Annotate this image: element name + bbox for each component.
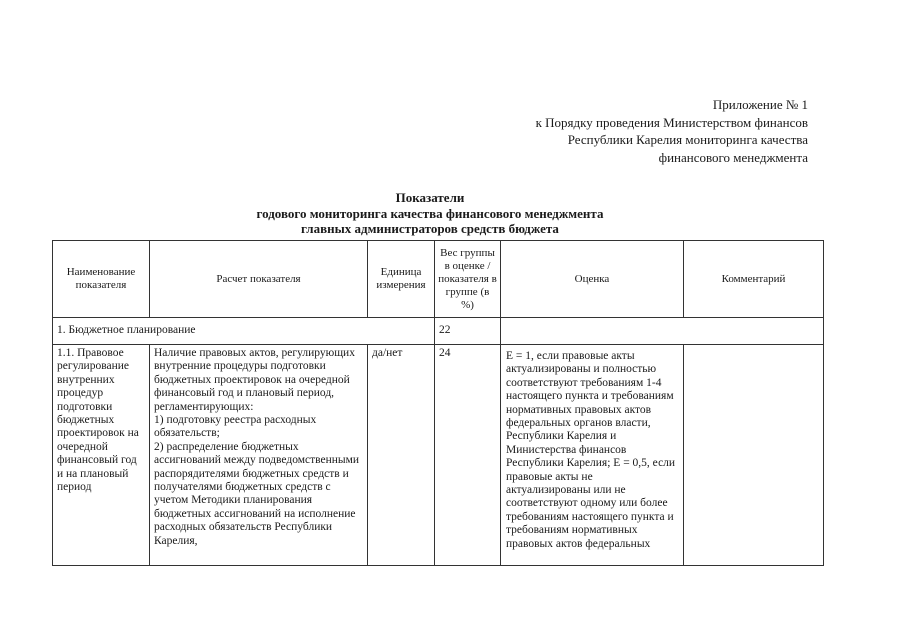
title-line: Показатели <box>395 190 465 205</box>
section-label: 1. Бюджетное планирование <box>53 318 435 345</box>
indicator-comment <box>684 345 824 566</box>
header-unit: Единица измерения <box>368 241 435 318</box>
header-name: Наименование показателя <box>53 241 150 318</box>
indicator-weight: 24 <box>435 345 501 566</box>
appendix-line: Приложение № 1 <box>712 97 808 112</box>
indicator-calc <box>150 345 368 566</box>
table-row <box>53 345 824 566</box>
appendix-line: к Порядку проведения Министерством финансов <box>535 114 808 130</box>
appendix-line: Республики Карелия мониторинга качества <box>567 132 808 147</box>
header-score: Оценка <box>501 241 684 318</box>
appendix-header <box>448 96 808 166</box>
header-calc: Расчет показателя <box>150 241 368 318</box>
calc-paragraph: 1) подготовку реестра расходных обязательств; <box>154 414 317 440</box>
section-weight: 22 <box>435 318 501 345</box>
title-line: годового мониторинга качества финансового менеджмента <box>256 205 604 221</box>
title-line: главных администраторов средств бюджета <box>301 221 559 236</box>
document-title <box>0 190 860 237</box>
indicators-table <box>52 240 824 566</box>
appendix-line: финансового менеджмента <box>658 149 808 165</box>
indicator-unit: да/нет <box>368 345 435 566</box>
calc-paragraph: 2) распределение бюджетных ассигнований между подведомственными распорядителями бюджетных средств и получателями бюджетных средств с учетом Методики планирования бюджетных ассигнований на исполнение расходных обязательств Республики Карелия, <box>154 440 360 547</box>
indicator-name: 1.1. Правовое регулирование внутренних процедур подготовки бюджетных проектировок на очередной финансовый год и на плановый период <box>53 345 150 566</box>
section-empty <box>501 318 824 345</box>
calc-paragraph: Наличие правовых актов, регулирующих внутренние процедуры подготовки бюджетных проектировок на очередной финансовый год и плановый период, регламентирующих: <box>154 347 355 413</box>
header-comment: Комментарий <box>684 241 824 318</box>
indicator-score: E = 1, если правовые акты актуализированы и полностью соответствуют требованиям 1-4 настоящего пункта и требованиям нормативных правовых актов федеральных органов власти, Республики Карелия и Министерства финансов Республики Карелия; E = 0,5, если правовые акты не актуализированы или не соответствуют одному или более требованиям настоящего пункта и требованиям нормативных правовых актов федеральных <box>501 345 684 566</box>
table-header-row <box>53 241 824 318</box>
section-row <box>53 318 824 345</box>
header-weight: Вес группы в оценке / показателя в группе (в %) <box>435 241 501 318</box>
